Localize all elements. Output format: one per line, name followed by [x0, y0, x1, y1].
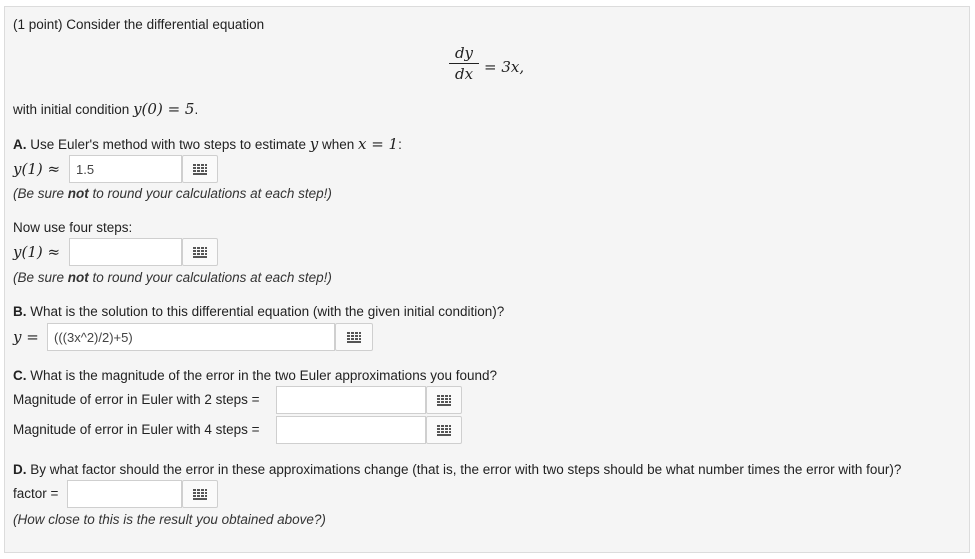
part-a-label: A.	[13, 137, 27, 152]
part-c-text: What is the magnitude of the error in the two Euler approximations you found?	[26, 368, 498, 383]
note-2-before: (Be sure	[13, 270, 68, 285]
part-d-note: (How close to this is the result you obtained above?)	[13, 512, 326, 527]
initial-condition-math: y(0) = 5	[133, 100, 195, 118]
error-4-steps-label: Magnitude of error in Euler with 4 steps =	[13, 422, 260, 437]
equation-editor-grid-icon	[437, 395, 451, 406]
part-a-four-steps-label: y(1) ≈	[13, 243, 61, 261]
part-b-question	[13, 304, 504, 319]
equation-editor-grid-icon	[193, 489, 207, 500]
initial-condition-prefix: with initial condition	[13, 102, 134, 117]
part-d-label: D.	[13, 462, 27, 477]
error-2-steps-equation-editor-button[interactable]	[426, 386, 462, 414]
part-c-label: C.	[13, 368, 27, 383]
part-a-var-y: y	[309, 135, 319, 153]
four-steps-intro: Now use four steps:	[13, 220, 133, 235]
part-c-question	[13, 368, 497, 383]
four-steps-estimate-input[interactable]	[69, 238, 182, 266]
part-b-y-label: y =	[13, 328, 39, 346]
problem-intro: (1 point) Consider the differential equation	[13, 17, 265, 32]
factor-input[interactable]	[67, 480, 182, 508]
equation-rhs: = 3x,	[484, 58, 525, 76]
note-1-before: (Be sure	[13, 186, 68, 201]
four-steps-equation-editor-button[interactable]	[182, 238, 218, 266]
equation-editor-grid-icon	[193, 164, 207, 175]
equation-editor-grid-icon	[437, 425, 451, 436]
part-b-label: B.	[13, 304, 27, 319]
part-a-note-2	[13, 270, 332, 285]
initial-condition-suffix: .	[194, 102, 199, 117]
part-b-text: What is the solution to this differential equation (with the given initial condition)?	[26, 304, 505, 319]
note-2-bold: not	[67, 270, 89, 285]
part-a-note-1	[13, 186, 332, 201]
initial-condition-line	[13, 100, 198, 118]
solution-equation-editor-button[interactable]	[335, 323, 373, 351]
error-4-steps-input[interactable]	[276, 416, 426, 444]
note-1-bold: not	[67, 186, 89, 201]
factor-equation-editor-button[interactable]	[182, 480, 218, 508]
part-d-question	[13, 462, 901, 477]
error-4-steps-equation-editor-button[interactable]	[426, 416, 462, 444]
error-2-steps-label: Magnitude of error in Euler with 2 steps =	[13, 392, 260, 407]
equation-fraction	[449, 44, 479, 83]
note-2-after: to round your calculations at each step!)	[88, 270, 332, 285]
part-a-text-2: when	[318, 137, 358, 152]
part-a-text-1: Use Euler's method with two steps to estimate	[26, 137, 310, 152]
equation-denominator: dx	[454, 65, 474, 83]
part-a-x-eq: x = 1	[357, 135, 399, 153]
part-a-text-3: :	[398, 137, 402, 152]
equation-editor-grid-icon	[193, 247, 207, 258]
part-a-two-steps-label: y(1) ≈	[13, 160, 61, 178]
solution-input[interactable]	[47, 323, 335, 351]
part-d-text: By what factor should the error in these approximations change (that is, the error with two steps should be what number times the error with four)?	[26, 462, 902, 477]
part-a-question	[13, 135, 402, 153]
error-2-steps-input[interactable]	[276, 386, 426, 414]
two-steps-equation-editor-button[interactable]	[182, 155, 218, 183]
two-steps-estimate-input[interactable]	[69, 155, 182, 183]
note-1-after: to round your calculations at each step!)	[88, 186, 332, 201]
factor-label: factor =	[13, 486, 59, 501]
equation-numerator: dy	[449, 44, 479, 64]
equation-editor-grid-icon	[347, 332, 361, 343]
